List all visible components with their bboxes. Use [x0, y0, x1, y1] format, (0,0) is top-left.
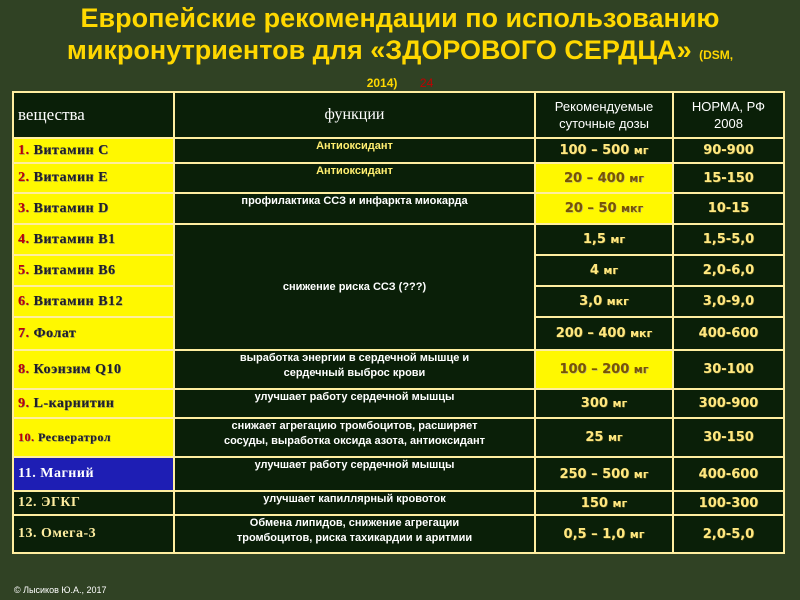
function-text: профилактика ССЗ и инфаркта миокарда: [174, 193, 535, 224]
norm-value: 90-900: [673, 138, 784, 163]
daily-dose: 25 мг: [535, 418, 673, 457]
function-text: Антиоксидант: [174, 163, 535, 193]
norm-value: 1,5-5,0: [673, 224, 784, 255]
norm-value: 2,0-5,0: [673, 515, 784, 553]
substance-name: 11. Магний: [13, 457, 174, 491]
daily-dose: 3,0 мкг: [535, 286, 673, 317]
substance-name: 6. Витамин В12: [13, 286, 174, 317]
table-row: [13, 350, 784, 389]
header-norm: НОРМА, РФ 2008: [673, 92, 784, 138]
function-text: Антиоксидант: [174, 138, 535, 163]
substance-name: 5. Витамин В6: [13, 255, 174, 286]
function-text: выработка энергии в сердечной мышце и сердечный выброс крови: [174, 350, 535, 389]
norm-value: 300-900: [673, 389, 784, 418]
substance-name: 10. Ресвератрол: [13, 418, 174, 457]
table-row: [13, 193, 784, 224]
title-line-1: Европейские рекомендации по использованию: [80, 3, 720, 33]
table-row: [13, 138, 784, 163]
page-title: [0, 2, 800, 92]
table-row: [13, 389, 784, 418]
copyright-footer: © Лысиков Ю.А., 2017: [14, 585, 107, 595]
daily-dose: 200 – 400 мкг: [535, 317, 673, 350]
substance-name: 3. Витамин D: [13, 193, 174, 224]
norm-value: 30-150: [673, 418, 784, 457]
daily-dose: 0,5 – 1,0 мг: [535, 515, 673, 553]
daily-dose: 250 – 500 мг: [535, 457, 673, 491]
table-row: [13, 224, 784, 255]
substance-name: 2. Витамин Е: [13, 163, 174, 193]
daily-dose: 20 – 50 мкг: [535, 193, 673, 224]
daily-dose: 150 мг: [535, 491, 673, 515]
function-text: улучшает работу сердечной мышцы: [174, 389, 535, 418]
daily-dose: 20 – 400 мг: [535, 163, 673, 193]
header-functions: функции: [174, 92, 535, 138]
daily-dose: 100 – 200 мг: [535, 350, 673, 389]
substance-name: 9. L-карнитин: [13, 389, 174, 418]
table-row: [13, 163, 784, 193]
title-line-2: микронутриентов для «ЗДОРОВОГО СЕРДЦА»: [66, 35, 692, 65]
norm-value: 3,0-9,0: [673, 286, 784, 317]
norm-value: 400-600: [673, 457, 784, 491]
norm-value: 15-150: [673, 163, 784, 193]
norm-value: 400-600: [673, 317, 784, 350]
function-text: улучшает работу сердечной мышцы: [174, 457, 535, 491]
function-text: снижает агрегацию тромбоцитов, расширяет сосуды, выработка оксида азота, антиоксидант: [174, 418, 535, 457]
daily-dose: 100 – 500 мг: [535, 138, 673, 163]
table-row: [13, 491, 784, 515]
function-text: Обмена липидов, снижение агрегации тромбоцитов, риска тахикардии и аритмии: [174, 515, 535, 553]
title-year: 2014): [366, 76, 398, 90]
norm-value: 30-100: [673, 350, 784, 389]
norm-value: 100-300: [673, 491, 784, 515]
substance-name: 7. Фолат: [13, 317, 174, 350]
micronutrient-table: [12, 91, 785, 554]
header-daily-dose: Рекомендуемые суточные дозы: [535, 92, 673, 138]
daily-dose: 4 мг: [535, 255, 673, 286]
table-row: [13, 515, 784, 553]
substance-name: 12. ЭГКГ: [13, 491, 174, 515]
function-text: снижение риска ССЗ (???): [174, 224, 535, 350]
daily-dose: 300 мг: [535, 389, 673, 418]
substance-name: 4. Витамин В1: [13, 224, 174, 255]
substance-name: 8. Коэнзим Q10: [13, 350, 174, 389]
table-row: [13, 457, 784, 491]
header-substances: вещества: [13, 92, 174, 138]
substance-name: 1. Витамин С: [13, 138, 174, 163]
function-text: улучшает капиллярный кровоток: [174, 491, 535, 515]
table-header-row: [13, 92, 784, 138]
norm-value: 2,0-6,0: [673, 255, 784, 286]
substance-name: 13. Омега-3: [13, 515, 174, 553]
daily-dose: 1,5 мг: [535, 224, 673, 255]
norm-value: 10-15: [673, 193, 784, 224]
table-row: [13, 418, 784, 457]
page-number: 24: [419, 76, 434, 90]
title-source: (DSM,: [699, 48, 734, 62]
